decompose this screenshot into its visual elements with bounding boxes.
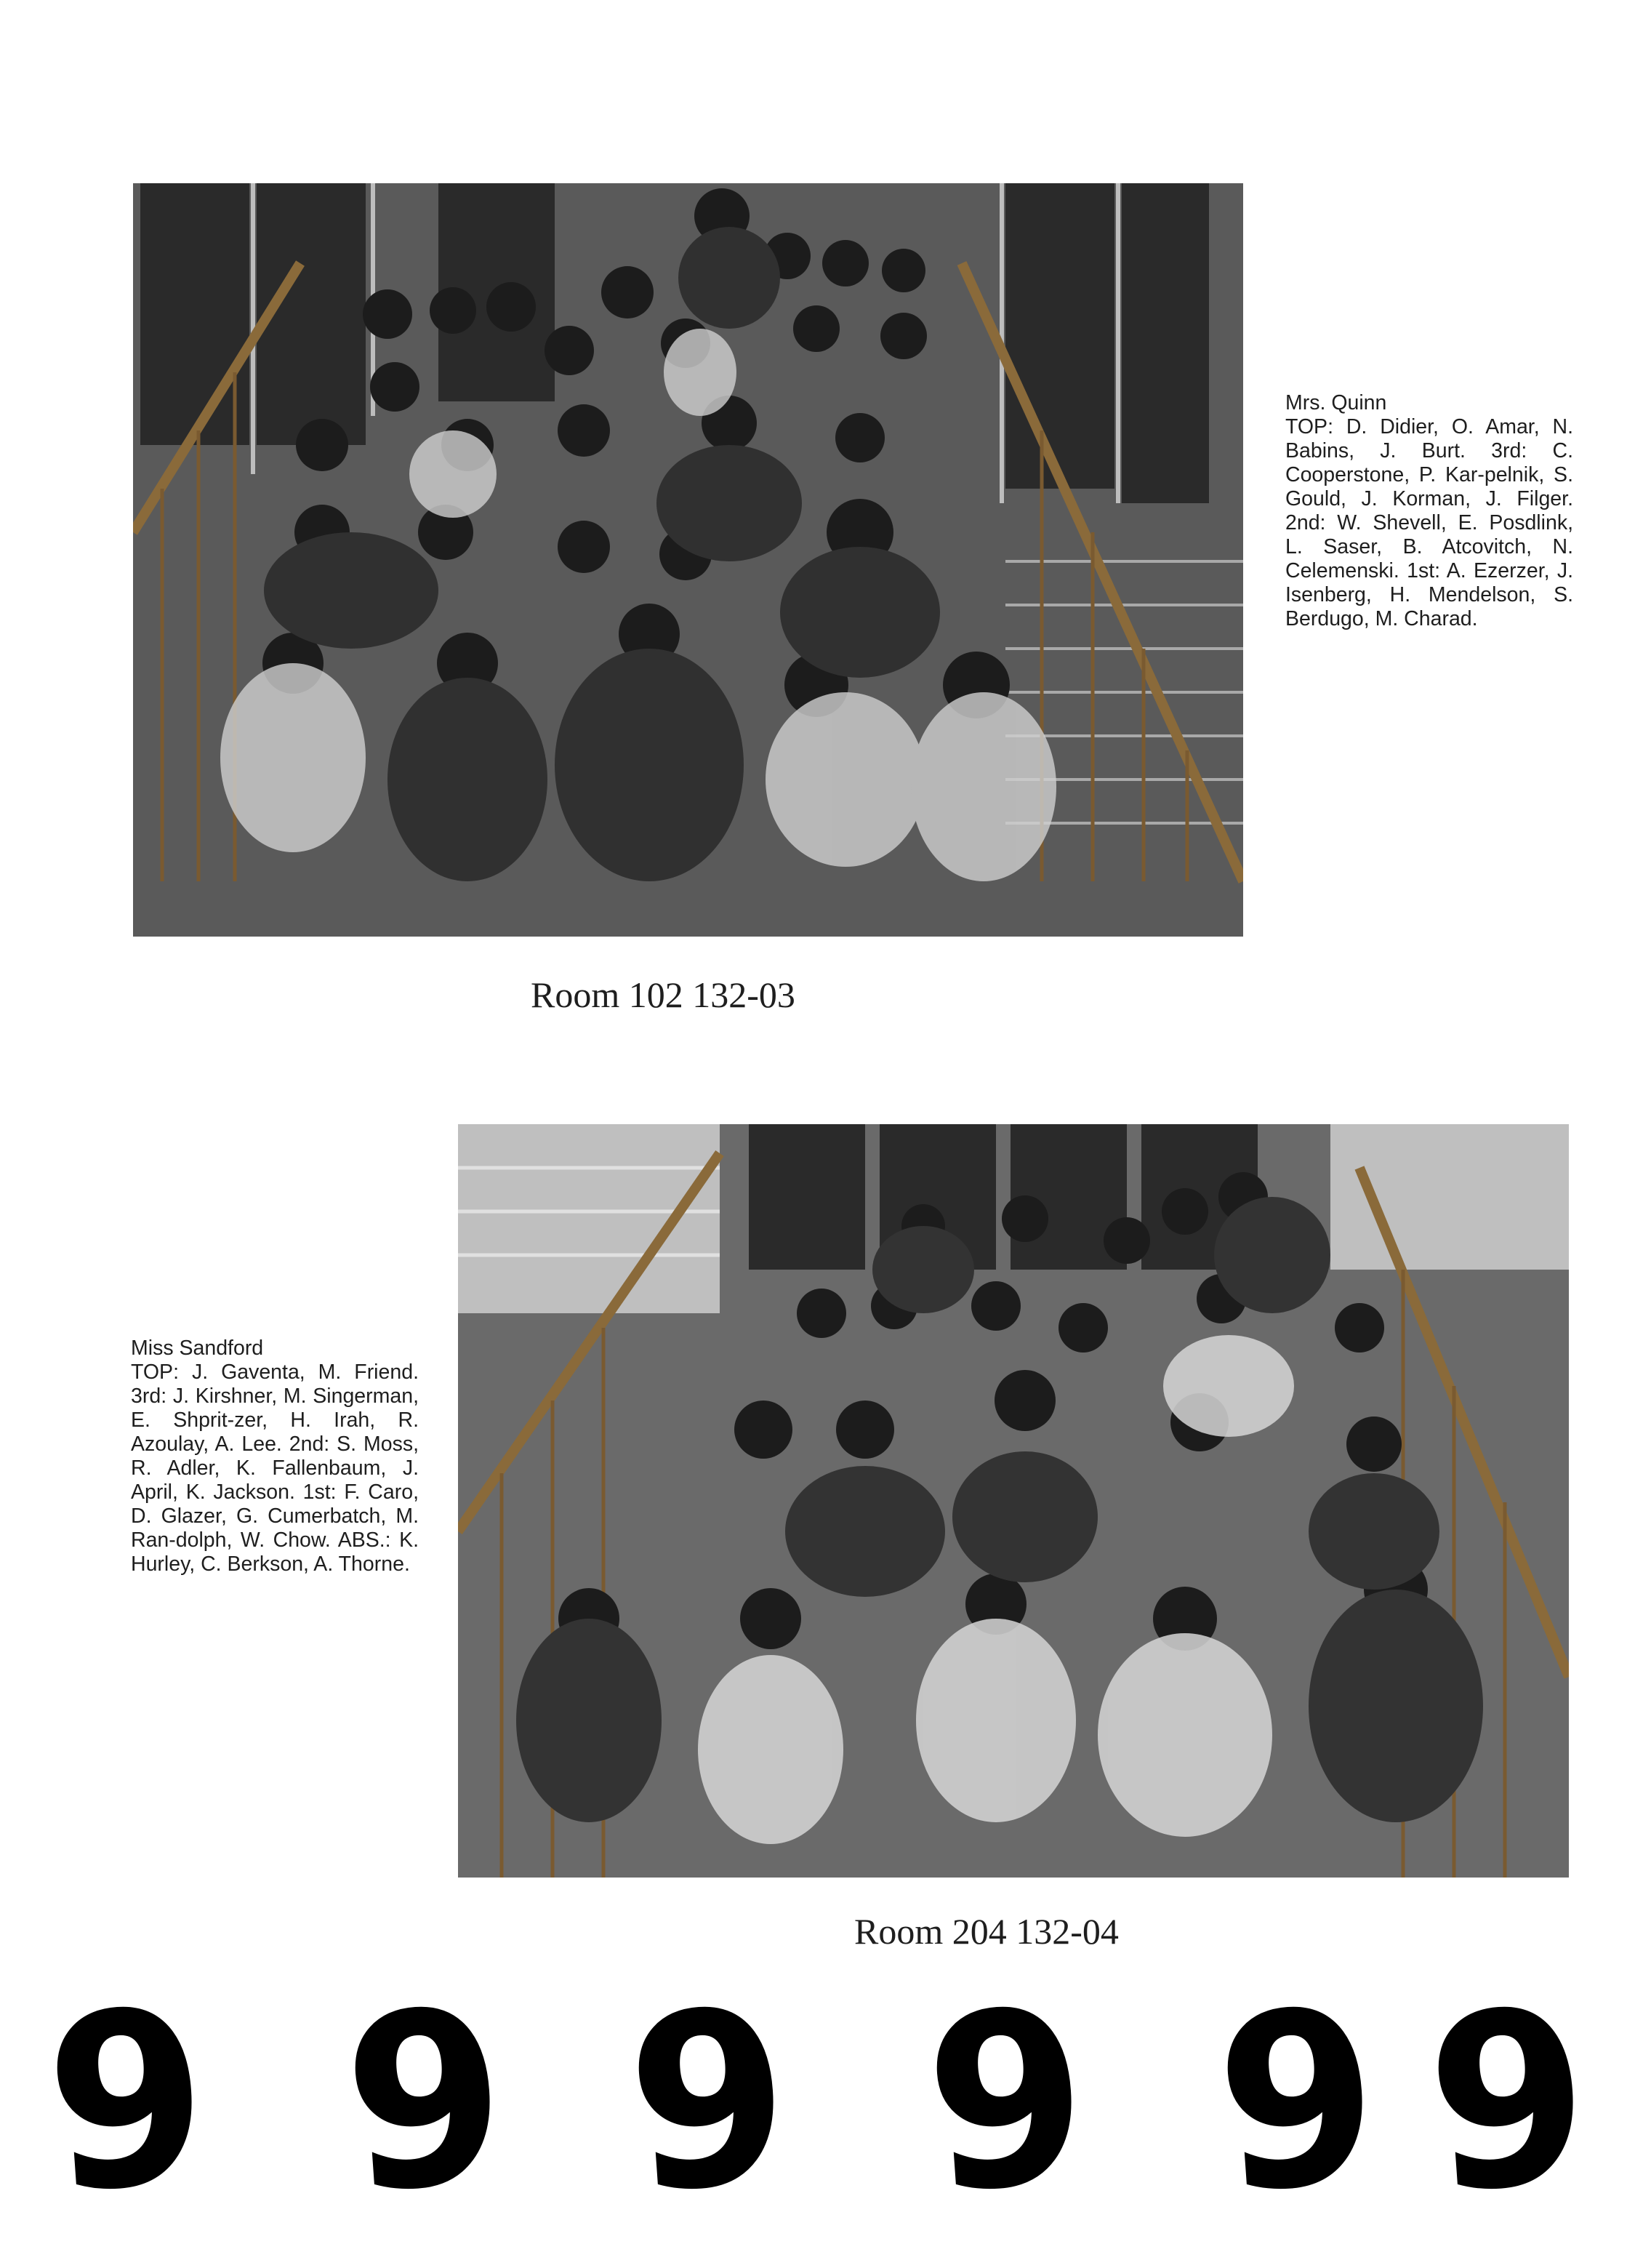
decorative-nines-row — [36, 1956, 1607, 2247]
decorative-nine: 9 — [38, 1956, 217, 2247]
student-names: TOP: J. Gaventa, M. Friend. 3rd: J. Kirshner, M. Singerman, E. Shprit-zer, H. Irah, R. Azoulay, A. Lee. 2nd: S. Moss, R. Adler, K. Fallenbaum, J. April, K. Jackson. 1st: F. Caro, D. Glazer, G. Cumerbatch, M. Ran-dolph, W. Chow. ABS.: K. Hurley, C. Berkson, A. Thorne. — [131, 1361, 419, 1576]
decorative-nine: 9 — [336, 1956, 515, 2247]
decorative-nine: 9 — [1419, 1956, 1598, 2247]
class-photo-room-204 — [458, 1124, 1569, 1878]
student-names: TOP: D. Didier, O. Amar, N. Babins, J. Burt. 3rd: C. Cooperstone, P. Kar-pelnik, S. Gould, J. Korman, J. Filger. 2nd: W. Shevell, E. Posdlink, L. Saser, B. Atcovitch, N. Celemenski. 1st: A. Ezerzer, J. Isenberg, H. Mendelson, S. Berdugo, M. Charad. — [1285, 415, 1573, 630]
room-label: Room 204 132-04 — [854, 1911, 1119, 1952]
teacher-name: Miss Sandford — [131, 1337, 264, 1360]
teacher-name: Mrs. Quinn — [1285, 391, 1387, 414]
caption-room-204 — [131, 1337, 419, 1576]
decorative-nine: 9 — [619, 1956, 798, 2247]
decorative-nine: 9 — [1208, 1956, 1387, 2247]
class-photo-illustration — [133, 183, 1243, 937]
room-label: Room 102 132-03 — [531, 974, 795, 1015]
class-photo-illustration — [458, 1124, 1569, 1878]
decorative-nine: 9 — [917, 1956, 1096, 2247]
caption-room-102 — [1285, 391, 1573, 631]
class-photo-room-102 — [133, 183, 1243, 937]
